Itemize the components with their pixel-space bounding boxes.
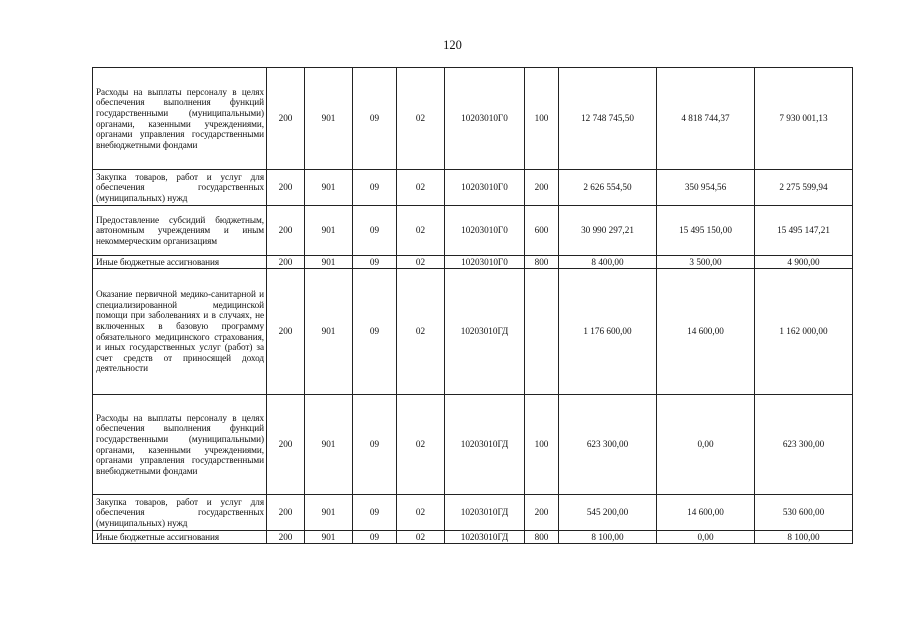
page-number: 120 xyxy=(443,38,462,52)
table-row xyxy=(93,395,853,495)
ministry-code-cell: 901 xyxy=(305,395,353,495)
subsection-cell: 02 xyxy=(397,495,445,531)
table-row xyxy=(93,531,853,544)
section-cell: 09 xyxy=(353,495,397,531)
subsection-cell: 02 xyxy=(397,531,445,544)
amount-executed-cell: 14 600,00 xyxy=(657,495,755,531)
code-cell: 200 xyxy=(267,256,305,269)
table-row xyxy=(93,68,853,170)
target-article-cell: 10203010Г0 xyxy=(445,170,525,206)
amount-remaining-cell: 4 900,00 xyxy=(755,256,853,269)
expense-type-cell: 200 xyxy=(525,170,559,206)
amount-remaining-cell: 623 300,00 xyxy=(755,395,853,495)
ministry-code-cell: 901 xyxy=(305,269,353,395)
amount-executed-cell: 14 600,00 xyxy=(657,269,755,395)
section-cell: 09 xyxy=(353,531,397,544)
subsection-cell: 02 xyxy=(397,269,445,395)
code-cell: 200 xyxy=(267,531,305,544)
amount-remaining-cell: 2 275 599,94 xyxy=(755,170,853,206)
expense-type-cell: 100 xyxy=(525,68,559,170)
table-row xyxy=(93,256,853,269)
amount-planned-cell: 2 626 554,50 xyxy=(559,170,657,206)
amount-remaining-cell: 1 162 000,00 xyxy=(755,269,853,395)
amount-planned-cell: 30 990 297,21 xyxy=(559,206,657,256)
section-cell: 09 xyxy=(353,170,397,206)
amount-remaining-cell: 7 930 001,13 xyxy=(755,68,853,170)
expense-name-cell: Закупка товаров, работ и услуг для обеспечения государственных (муниципальных) нужд xyxy=(93,495,267,531)
expense-type-cell: 800 xyxy=(525,256,559,269)
expense-name-cell: Расходы на выплаты персоналу в целях обеспечения выполнения функций государственными (муниципальными) органами, казенными учреждениями, органами управления государственными внебюджетными фондами xyxy=(93,395,267,495)
amount-planned-cell: 623 300,00 xyxy=(559,395,657,495)
table-row xyxy=(93,269,853,395)
subsection-cell: 02 xyxy=(397,395,445,495)
expense-name-cell: Закупка товаров, работ и услуг для обеспечения государственных (муниципальных) нужд xyxy=(93,170,267,206)
amount-remaining-cell: 15 495 147,21 xyxy=(755,206,853,256)
ministry-code-cell: 901 xyxy=(305,170,353,206)
section-cell: 09 xyxy=(353,395,397,495)
ministry-code-cell: 901 xyxy=(305,531,353,544)
amount-remaining-cell: 530 600,00 xyxy=(755,495,853,531)
subsection-cell: 02 xyxy=(397,256,445,269)
expense-type-cell: 200 xyxy=(525,495,559,531)
amount-executed-cell: 350 954,56 xyxy=(657,170,755,206)
target-article-cell: 10203010ГД xyxy=(445,395,525,495)
table-row xyxy=(93,170,853,206)
target-article-cell: 10203010Г0 xyxy=(445,68,525,170)
amount-executed-cell: 15 495 150,00 xyxy=(657,206,755,256)
expense-name-cell: Предоставление субсидий бюджетным, автономным учреждениям и иным некоммерческим организациям xyxy=(93,206,267,256)
table-row xyxy=(93,495,853,531)
subsection-cell: 02 xyxy=(397,206,445,256)
amount-remaining-cell: 8 100,00 xyxy=(755,531,853,544)
subsection-cell: 02 xyxy=(397,68,445,170)
amount-planned-cell: 12 748 745,50 xyxy=(559,68,657,170)
code-cell: 200 xyxy=(267,206,305,256)
code-cell: 200 xyxy=(267,68,305,170)
ministry-code-cell: 901 xyxy=(305,68,353,170)
amount-executed-cell: 0,00 xyxy=(657,395,755,495)
ministry-code-cell: 901 xyxy=(305,495,353,531)
target-article-cell: 10203010Г0 xyxy=(445,206,525,256)
section-cell: 09 xyxy=(353,256,397,269)
target-article-cell: 10203010ГД xyxy=(445,531,525,544)
subsection-cell: 02 xyxy=(397,170,445,206)
section-cell: 09 xyxy=(353,269,397,395)
expense-type-cell: 600 xyxy=(525,206,559,256)
expense-name-cell: Расходы на выплаты персоналу в целях обеспечения выполнения функций государственными (муниципальными) органами, казенными учреждениями, органами управления государственными внебюджетными фондами xyxy=(93,68,267,170)
ministry-code-cell: 901 xyxy=(305,256,353,269)
expense-type-cell xyxy=(525,269,559,395)
section-cell: 09 xyxy=(353,206,397,256)
expense-name-cell: Иные бюджетные ассигнования xyxy=(93,256,267,269)
section-cell: 09 xyxy=(353,68,397,170)
amount-planned-cell: 1 176 600,00 xyxy=(559,269,657,395)
table-row xyxy=(93,206,853,256)
expense-name-cell: Иные бюджетные ассигнования xyxy=(93,531,267,544)
expense-type-cell: 100 xyxy=(525,395,559,495)
expense-type-cell: 800 xyxy=(525,531,559,544)
budget-table xyxy=(92,67,853,544)
code-cell: 200 xyxy=(267,170,305,206)
amount-executed-cell: 4 818 744,37 xyxy=(657,68,755,170)
code-cell: 200 xyxy=(267,395,305,495)
ministry-code-cell: 901 xyxy=(305,206,353,256)
target-article-cell: 10203010ГД xyxy=(445,495,525,531)
amount-planned-cell: 8 400,00 xyxy=(559,256,657,269)
target-article-cell: 10203010Г0 xyxy=(445,256,525,269)
amount-executed-cell: 0,00 xyxy=(657,531,755,544)
target-article-cell: 10203010ГД xyxy=(445,269,525,395)
amount-planned-cell: 545 200,00 xyxy=(559,495,657,531)
code-cell: 200 xyxy=(267,495,305,531)
code-cell: 200 xyxy=(267,269,305,395)
amount-executed-cell: 3 500,00 xyxy=(657,256,755,269)
expense-name-cell: Оказание первичной медико-санитарной и специализированной медицинской помощи при заболеваниях и в случаях, не включенных в базовую программу обязательного медицинского страхования, и иных государственных услуг (работ) за счет средств от приносящей доход деятельности xyxy=(93,269,267,395)
amount-planned-cell: 8 100,00 xyxy=(559,531,657,544)
